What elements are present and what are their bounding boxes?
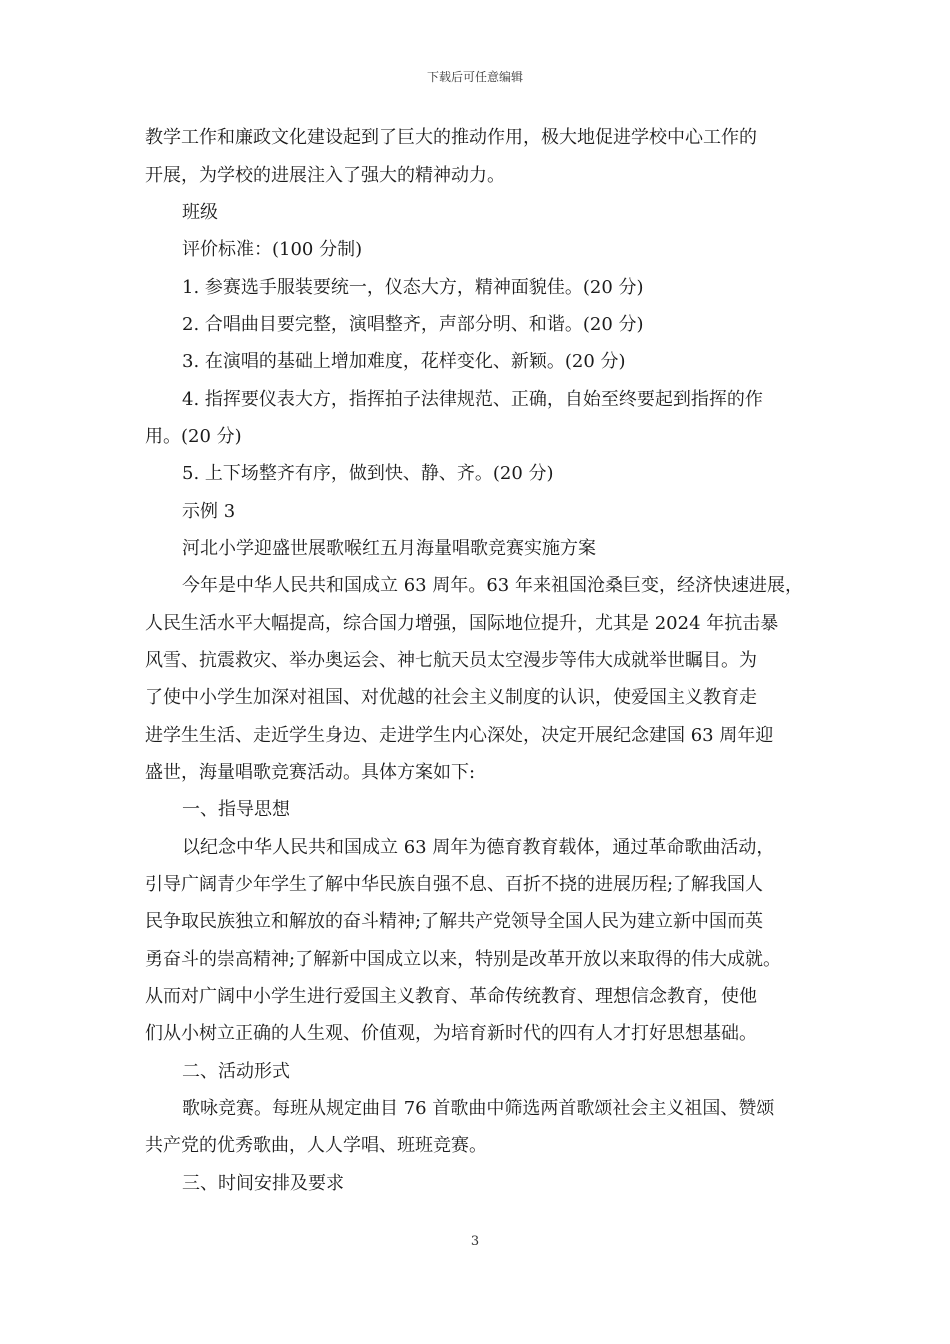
body-line: 班级 [182, 202, 218, 223]
body-line: 用。(20 分) [145, 426, 242, 447]
body-line: 3. 在演唱的基础上增加难度，花样变化、新颖。(20 分) [182, 351, 626, 372]
body-line: 示例 3 [182, 501, 236, 522]
body-line: 开展，为学校的进展注入了强大的精神动力。 [145, 165, 505, 186]
body-line: 河北小学迎盛世展歌喉红五月海量唱歌竞赛实施方案 [182, 538, 596, 559]
body-line: 三、时间安排及要求 [182, 1173, 344, 1194]
body-line: 勇奋斗的崇高精神;了解新中国成立以来，特别是改革开放以来取得的伟大成就。 [145, 949, 782, 970]
body-line: 盛世，海量唱歌竞赛活动。具体方案如下: [145, 762, 476, 783]
body-line: 人民生活水平大幅提高，综合国力增强，国际地位提升，尤其是 2024 年抗击暴 [145, 613, 779, 634]
page-number: 3 [470, 1234, 480, 1249]
body-line: 一、指导思想 [182, 799, 290, 820]
body-line: 教学工作和廉政文化建设起到了巨大的推动作用，极大地促进学校中心工作的 [145, 127, 757, 148]
body-line: 从而对广阔中小学生进行爱国主义教育、革命传统教育、理想信念教育，使他 [145, 986, 757, 1007]
body-line: 评价标准：(100 分制) [182, 239, 363, 260]
body-line: 引导广阔青少年学生了解中华民族自强不息、百折不挠的进展历程;了解我国人 [145, 874, 764, 895]
body-line: 共产党的优秀歌曲，人人学唱、班班竞赛。 [145, 1135, 487, 1156]
body-line: 4. 指挥要仪表大方，指挥拍子法律规范、正确，自始至终要起到指挥的作 [182, 389, 763, 410]
body-line: 1. 参赛选手服装要统一，仪态大方，精神面貌佳。(20 分) [182, 277, 644, 298]
body-line: 5. 上下场整齐有序，做到快、静、齐。(20 分) [182, 463, 554, 484]
body-line: 民争取民族独立和解放的奋斗精神;了解共产党领导全国人民为建立新中国而英 [145, 911, 764, 932]
body-line: 了使中小学生加深对祖国、对优越的社会主义制度的认识，使爱国主义教育走 [145, 687, 757, 708]
body-line: 2. 合唱曲目要完整，演唱整齐，声部分明、和谐。(20 分) [182, 314, 644, 335]
body-line: 以纪念中华人民共和国成立 63 周年为德育教育载体，通过革命歌曲活动， [182, 837, 775, 858]
body-line: 进学生生活、走近学生身边、走进学生内心深处，决定开展纪念建国 63 周年迎 [145, 725, 774, 746]
body-line: 歌咏竞赛。每班从规定曲目 76 首歌曲中筛选两首歌颂社会主义祖国、赞颂 [182, 1098, 775, 1119]
page-header: 下载后可任意编辑 [426, 70, 523, 84]
body-line: 们从小树立正确的人生观、价值观，为培育新时代的四有人才打好思想基础。 [145, 1023, 757, 1044]
body-line: 风雪、抗震救灾、举办奥运会、神七航天员太空漫步等伟大成就举世瞩目。为 [145, 650, 757, 671]
body-line: 二、活动形式 [182, 1061, 290, 1082]
body-line: 今年是中华人民共和国成立 63 周年。63 年来祖国沧桑巨变，经济快速进展， [182, 575, 803, 596]
